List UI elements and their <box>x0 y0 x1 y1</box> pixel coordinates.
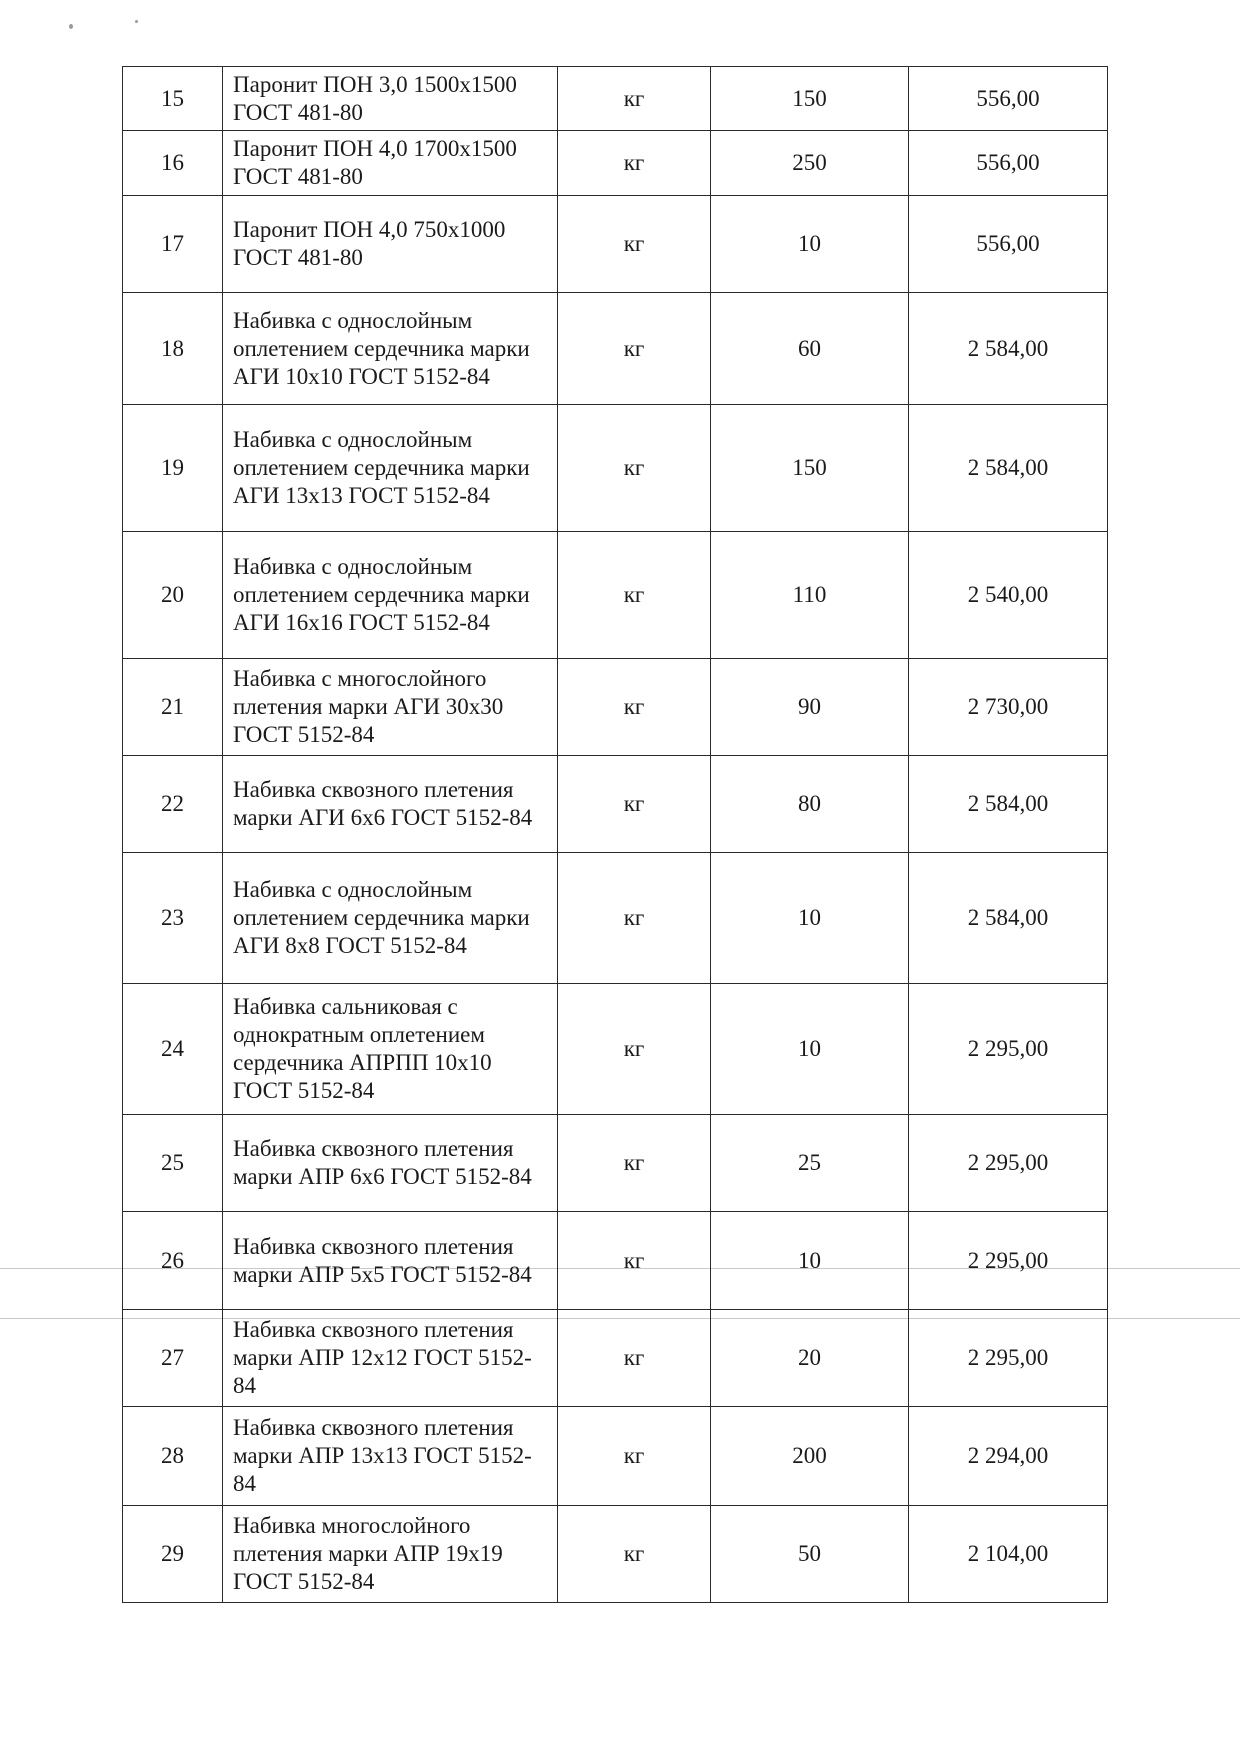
scan-speck <box>69 24 73 29</box>
item-unit: кг <box>558 405 711 532</box>
item-price: 556,00 <box>909 67 1108 131</box>
table-row <box>123 293 1108 405</box>
item-quantity: 90 <box>711 659 909 756</box>
item-name: Набивка сквозного плетения марки АПР 13х13 ГОСТ 5152-84 <box>223 1407 558 1506</box>
item-name: Набивка с однослойным оплетением сердечника марки АГИ 10х10 ГОСТ 5152-84 <box>223 293 558 405</box>
item-unit: кг <box>558 131 711 196</box>
item-unit: кг <box>558 853 711 984</box>
item-price: 2 540,00 <box>909 532 1108 659</box>
row-number: 28 <box>123 1407 223 1506</box>
item-price: 2 295,00 <box>909 984 1108 1115</box>
item-quantity: 250 <box>711 131 909 196</box>
items-table <box>122 66 1108 1603</box>
item-price: 2 295,00 <box>909 1115 1108 1212</box>
item-name: Набивка с однослойным оплетением сердечника марки АГИ 8х8 ГОСТ 5152-84 <box>223 853 558 984</box>
row-number: 24 <box>123 984 223 1115</box>
table-row <box>123 1115 1108 1212</box>
item-unit: кг <box>558 984 711 1115</box>
item-unit: кг <box>558 67 711 131</box>
row-number: 23 <box>123 853 223 984</box>
item-name: Паронит ПОН 3,0 1500х1500 ГОСТ 481-80 <box>223 67 558 131</box>
item-price: 2 295,00 <box>909 1310 1108 1407</box>
row-number: 26 <box>123 1212 223 1310</box>
item-quantity: 60 <box>711 293 909 405</box>
item-price: 2 584,00 <box>909 293 1108 405</box>
item-price: 2 104,00 <box>909 1506 1108 1603</box>
item-quantity: 200 <box>711 1407 909 1506</box>
item-name: Набивка сквозного плетения марки АПР 5х5 ГОСТ 5152-84 <box>223 1212 558 1310</box>
item-quantity: 150 <box>711 67 909 131</box>
item-name: Набивка сальниковая с однократным оплетением сердечника АПРПП 10х10 ГОСТ 5152-84 <box>223 984 558 1115</box>
item-quantity: 10 <box>711 196 909 293</box>
item-name: Паронит ПОН 4,0 750х1000 ГОСТ 481-80 <box>223 196 558 293</box>
item-unit: кг <box>558 293 711 405</box>
row-number: 16 <box>123 131 223 196</box>
item-unit: кг <box>558 1310 711 1407</box>
item-price: 2 295,00 <box>909 1212 1108 1310</box>
table-row <box>123 196 1108 293</box>
item-name: Набивка сквозного плетения марки АПР 12х12 ГОСТ 5152-84 <box>223 1310 558 1407</box>
item-quantity: 150 <box>711 405 909 532</box>
items-table-body <box>123 67 1108 1603</box>
item-price: 2 584,00 <box>909 853 1108 984</box>
item-name: Набивка сквозного плетения марки АПР 6х6 ГОСТ 5152-84 <box>223 1115 558 1212</box>
row-number: 25 <box>123 1115 223 1212</box>
table-row <box>123 1407 1108 1506</box>
item-price: 556,00 <box>909 196 1108 293</box>
row-number: 27 <box>123 1310 223 1407</box>
item-unit: кг <box>558 1115 711 1212</box>
item-unit: кг <box>558 532 711 659</box>
table-row <box>123 1212 1108 1310</box>
table-row <box>123 131 1108 196</box>
table-row <box>123 532 1108 659</box>
table-row <box>123 1506 1108 1603</box>
item-price: 2 584,00 <box>909 756 1108 853</box>
table-row <box>123 659 1108 756</box>
item-price: 2 294,00 <box>909 1407 1108 1506</box>
item-unit: кг <box>558 1506 711 1603</box>
item-quantity: 10 <box>711 984 909 1115</box>
item-unit: кг <box>558 756 711 853</box>
item-name: Набивка с многослойного плетения марки АГИ 30х30 ГОСТ 5152-84 <box>223 659 558 756</box>
row-number: 21 <box>123 659 223 756</box>
scan-speck <box>135 20 138 23</box>
item-quantity: 10 <box>711 1212 909 1310</box>
item-unit: кг <box>558 1407 711 1506</box>
item-quantity: 110 <box>711 532 909 659</box>
item-unit: кг <box>558 1212 711 1310</box>
table-row <box>123 405 1108 532</box>
item-name: Набивка с однослойным оплетением сердечника марки АГИ 13х13 ГОСТ 5152-84 <box>223 405 558 532</box>
row-number: 22 <box>123 756 223 853</box>
item-quantity: 80 <box>711 756 909 853</box>
item-name: Набивка сквозного плетения марки АГИ 6х6 ГОСТ 5152-84 <box>223 756 558 853</box>
row-number: 18 <box>123 293 223 405</box>
item-quantity: 10 <box>711 853 909 984</box>
item-price: 2 584,00 <box>909 405 1108 532</box>
item-name: Паронит ПОН 4,0 1700х1500 ГОСТ 481-80 <box>223 131 558 196</box>
table-row <box>123 756 1108 853</box>
row-number: 15 <box>123 67 223 131</box>
item-unit: кг <box>558 659 711 756</box>
item-unit: кг <box>558 196 711 293</box>
row-number: 20 <box>123 532 223 659</box>
item-quantity: 20 <box>711 1310 909 1407</box>
row-number: 19 <box>123 405 223 532</box>
item-name: Набивка многослойного плетения марки АПР 19х19 ГОСТ 5152-84 <box>223 1506 558 1603</box>
table-row <box>123 853 1108 984</box>
table-row <box>123 1310 1108 1407</box>
item-quantity: 25 <box>711 1115 909 1212</box>
item-price: 556,00 <box>909 131 1108 196</box>
table-row <box>123 984 1108 1115</box>
row-number: 17 <box>123 196 223 293</box>
row-number: 29 <box>123 1506 223 1603</box>
item-price: 2 730,00 <box>909 659 1108 756</box>
item-quantity: 50 <box>711 1506 909 1603</box>
table-row <box>123 67 1108 131</box>
item-name: Набивка с однослойным оплетением сердечника марки АГИ 16х16 ГОСТ 5152-84 <box>223 532 558 659</box>
